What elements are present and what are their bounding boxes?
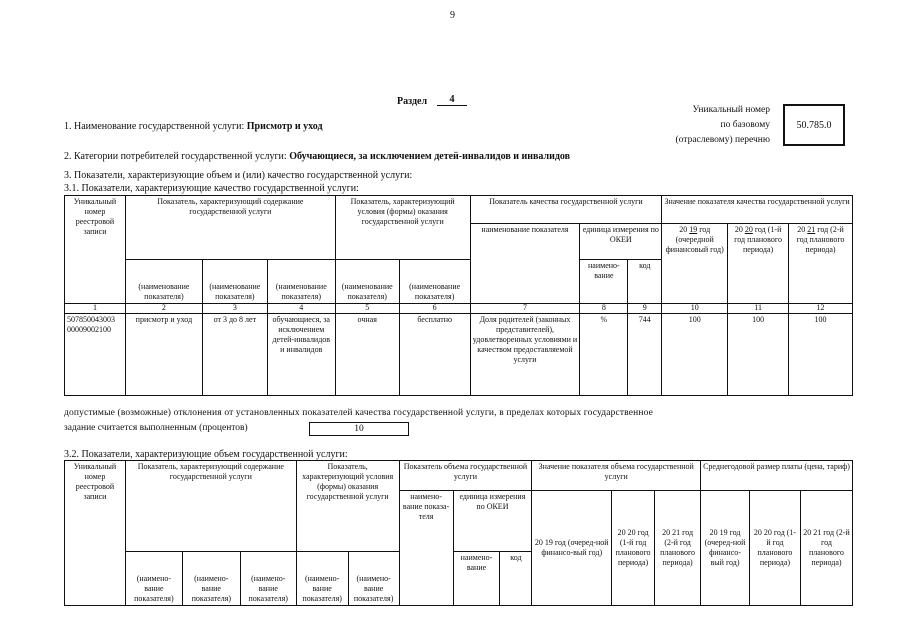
t2-sub-cond-2: (наимено-вание показателя) — [348, 552, 399, 606]
t1-unit-name: % — [580, 314, 628, 396]
t1-header-year3: 20 21 год (2-й год планового периода) — [789, 224, 853, 304]
service-name-prefix: 1. Наименование государственной услуги: — [64, 121, 247, 132]
unique-number-line2: по базовому — [720, 120, 770, 130]
t1-column-numbers — [65, 304, 853, 314]
t1-sub-cond-1: (наименование показателя) — [335, 260, 399, 304]
t1-header-quality: Показатель качества государственной услуги — [470, 196, 662, 224]
section-number: 4 — [437, 94, 467, 106]
t1-header-unit-code: код — [628, 260, 662, 304]
t1-data-row — [65, 314, 853, 396]
t1-content-3: обучающиеся, за исключением детей-инвалидов и инвалидов — [267, 314, 335, 396]
base-list-code: 50.785.0 — [783, 104, 845, 146]
deviation-text-1: допустимые (возможные) отклонения от установленных показателей качества государственной услуги, в пределах которых государственное — [64, 408, 653, 418]
t2-sub-cond-1: (наимено-вание показателя) — [296, 552, 348, 606]
t2-header-value: Значение показателя объема государственной услуги — [532, 461, 701, 491]
quality-table — [64, 195, 853, 396]
t2-header-price-year1: 20 19 год (очеред-ной финансо-вый год) — [701, 491, 750, 606]
t2-header-value-year1: 20 19 год (очеред-ной финансо-вый год) — [532, 491, 612, 606]
t1-content-2: от 3 до 8 лет — [202, 314, 267, 396]
service-name-value: Присмотр и уход — [246, 121, 323, 132]
t2-header-indicator-name: наимено-вание показа-теля — [399, 491, 453, 606]
t1-header-content: Показатель, характеризующий содержание государственной услуги — [125, 196, 335, 260]
t1-colnum: 5 — [335, 304, 399, 314]
t2-header-unit-code: код — [500, 552, 532, 606]
t1-value-2: 100 — [728, 314, 789, 396]
t1-colnum: 6 — [399, 304, 470, 314]
consumer-category-line — [64, 151, 570, 162]
indicators-heading: 3. Показатели, характеризующие объем и (или) качество государственной услуги: — [64, 170, 413, 181]
t2-header-value-year3: 20 21 год (2-й год планового периода) — [655, 491, 701, 606]
t2-sub-content-2: (наимено-вание показателя) — [182, 552, 240, 606]
t1-colnum: 4 — [267, 304, 335, 314]
t2-header-volume: Показатель объема государственной услуги — [399, 461, 532, 491]
t2-header-conditions: Показатель, характеризующий условия (формы) оказания государственной услуги — [296, 461, 399, 552]
t2-header-price-year2: 20 20 год (1-й год планового периода) — [750, 491, 801, 606]
t1-colnum: 3 — [202, 304, 267, 314]
t1-indicator-name: Доля родителей (законных представителей), удовлетворенных условиями и качеством предоставляемой услуги — [470, 314, 580, 396]
page-number: 9 — [450, 10, 455, 21]
t1-header-unit-name: наимено-вание — [580, 260, 628, 304]
t1-regnum: 507850043003 00009002100 — [65, 314, 126, 396]
t1-sub-cond-2: (наименование показателя) — [399, 260, 470, 304]
t1-colnum: 7 — [470, 304, 580, 314]
section-label: Раздел — [397, 96, 428, 107]
consumer-category-value: Обучающиеся, за исключением детей-инвалидов и инвалидов — [289, 151, 571, 162]
t1-header-value: Значение показателя качества государственной услуги — [662, 196, 853, 224]
t2-sub-content-1: (наимено-вание показателя) — [125, 552, 182, 606]
t2-header-regnum: Уникальный номер реестровой записи — [65, 461, 126, 606]
t1-colnum: 10 — [662, 304, 728, 314]
deviation-value-box: 10 — [309, 422, 409, 436]
t1-sub-content-3: (наименование показателя) — [267, 260, 335, 304]
t1-cond-1: очная — [335, 314, 399, 396]
t1-colnum: 11 — [728, 304, 789, 314]
t1-unit-code: 744 — [628, 314, 662, 396]
t1-colnum: 2 — [125, 304, 202, 314]
t1-value-1: 100 — [662, 314, 728, 396]
t1-sub-content-2: (наименование показателя) — [202, 260, 267, 304]
t1-colnum: 1 — [65, 304, 126, 314]
t1-cond-2: бесплатно — [399, 314, 470, 396]
t1-content-1: присмотр и уход — [125, 314, 202, 396]
t2-header-unit-name: наимено-вание — [453, 552, 500, 606]
t1-colnum: 9 — [628, 304, 662, 314]
t1-header-regnum: Уникальный номер реестровой записи — [65, 196, 126, 304]
t1-value-3: 100 — [789, 314, 853, 396]
unique-number-label — [676, 103, 770, 148]
t2-header-price: Среднегодовой размер платы (цена, тариф) — [701, 461, 853, 491]
deviation-text-2: задание считается выполненным (процентов) — [64, 423, 248, 433]
t1-header-conditions: Показатель, характеризующий условия (формы) оказания государственной услуги — [335, 196, 470, 260]
service-name-line — [64, 121, 323, 132]
t2-sub-content-3: (наимено-вание показателя) — [240, 552, 296, 606]
consumer-category-prefix: 2. Категории потребителей государственной услуги: — [64, 151, 290, 162]
t1-colnum: 8 — [580, 304, 628, 314]
volume-heading: 3.2. Показатели, характеризующие объем государственной услуги: — [64, 449, 348, 460]
volume-table — [64, 460, 853, 606]
t2-header-unit: единица измерения по ОКЕИ — [453, 491, 532, 552]
t1-header-year2: 20 20 год (1-й год планового периода) — [728, 224, 789, 304]
t1-header-unit: единица измерения по ОКЕИ — [580, 224, 662, 260]
t1-sub-content-1: (наименование показателя) — [125, 260, 202, 304]
t1-colnum: 12 — [789, 304, 853, 314]
t1-header-year1: 20 19 год (очередной финансовый год) — [662, 224, 728, 304]
unique-number-line1: Уникальный номер — [692, 105, 770, 115]
t2-header-content: Показатель, характеризующий содержание государственной услуги — [125, 461, 296, 552]
t2-header-value-year2: 20 20 год (1-й год планового периода) — [612, 491, 655, 606]
unique-number-line3: (отраслевому) перечню — [675, 135, 770, 145]
quality-heading: 3.1. Показатели, характеризующие качество государственной услуги: — [64, 183, 359, 194]
t1-header-indicator-name: наименование показателя — [470, 224, 580, 304]
t2-header-price-year3: 20 21 год (2-й год планового периода) — [800, 491, 852, 606]
